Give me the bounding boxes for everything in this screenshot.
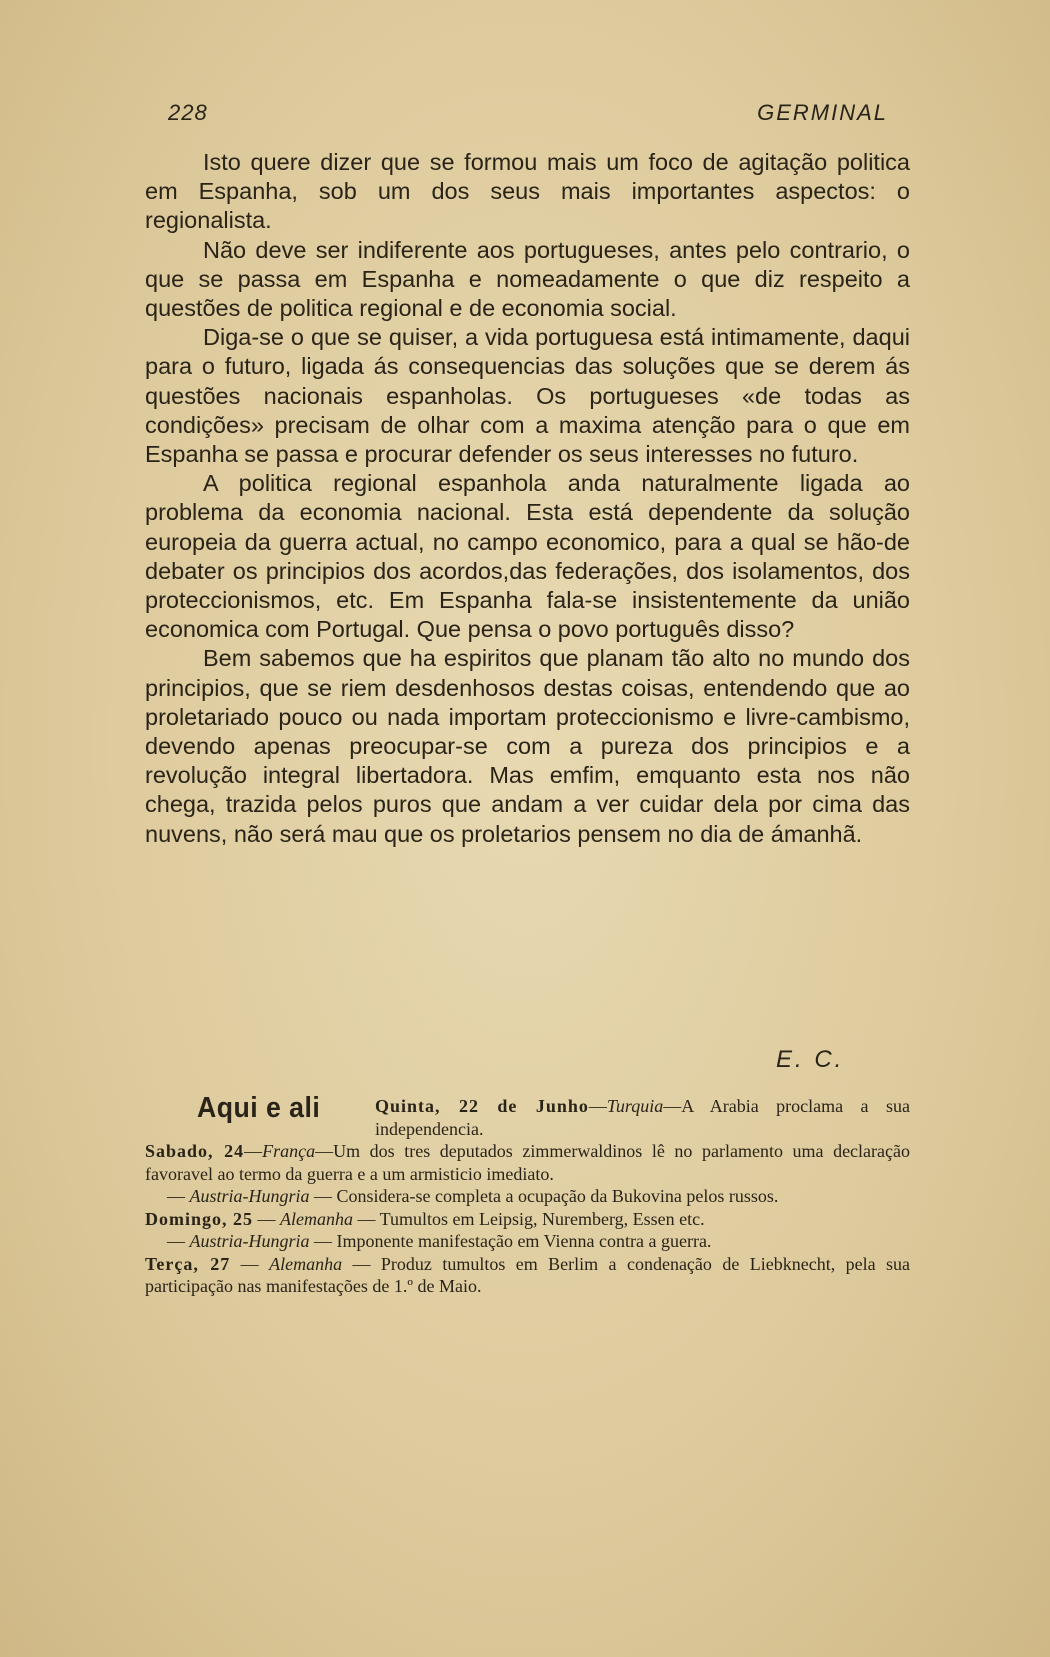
chronicle-entry (375, 1095, 910, 1140)
entry-separator: — (244, 1141, 263, 1161)
paragraph: Isto quere dizer que se formou mais um foco de agitação politica em Espanha, sob um dos seus mais importantes aspectos: o regionalista. (145, 149, 910, 234)
entry-country: França (262, 1141, 316, 1161)
entry-date: Quinta, 22 de Junho (375, 1096, 589, 1116)
entry-text: —A Arabia proclama a sua independencia. (375, 1096, 910, 1139)
paragraph: Diga-se o que se quiser, a vida portuguesa está intimamente, daqui para o futuro, ligada ás consequencias das soluções que se derem ás questões nacionais espanholas. Os portugueses «de todas as condições» precisam de olhar com a maxima atenção para o que em Espanha se passa e procurar defender os seus interesses no futuro. (145, 324, 910, 468)
entry-text: — Considera-se completa a ocupação da Bukovina pelos russos. (309, 1186, 779, 1206)
entry-text: — Imponente manifestação em Vienna contra a guerra. (309, 1231, 712, 1251)
entry-country: Austria-Hungria (189, 1186, 310, 1206)
entry-country: Alemanha (269, 1253, 343, 1274)
paragraph: Bem sabemos que ha espiritos que planam tão alto no mundo dos principios, que se riem desdenhosos destas coisas, entendendo que ao proletariado pouco ou nada importam proteccionismo e livre-cambismo, devendo apenas preocupar-se com a pureza dos principios e a revolução integral libertadora. Mas emfim, emquanto esta nos não chega, trazida pelos puros que andam a ver cuidar dela por cima das nuvens, não será mau que os proletarios pensem no dia de ámanhã. (145, 645, 910, 847)
entry-separator: — (167, 1186, 190, 1206)
entry-text: — Produz tumultos em Berlim a condenação de Liebknecht, pela sua participação nas manifestações de 1.º de Maio. (145, 1253, 911, 1296)
entry-country: Alemanha (280, 1208, 353, 1229)
entry-separator: — (230, 1253, 270, 1274)
chronicle-entry (145, 1230, 910, 1253)
page-header (168, 100, 888, 134)
entry-text: —Um dos tres deputados zimmerwaldinos lê no parlamento uma declaração favoravel ao termo da guerra e a um armisticio imediato. (145, 1141, 910, 1184)
entry-country: Austria-Hungria (189, 1231, 310, 1251)
chronicle-entry (145, 1253, 910, 1298)
entry-text: — Tumultos em Leipsig, Nuremberg, Essen etc. (353, 1208, 705, 1229)
entry-date: Sabado, 24 (145, 1141, 245, 1161)
entry-date: Terça, 27 (145, 1253, 231, 1274)
chronicle-entry (145, 1140, 910, 1185)
entry-date: Domingo, 25 (145, 1208, 254, 1229)
entry-separator: — (167, 1231, 190, 1251)
running-title: GERMINAL (757, 100, 888, 125)
paragraph: Não deve ser indiferente aos portugueses, antes pelo contrario, o que se passa em Espanha e nomeadamente o que diz respeito a questões de politica regional e de economia social. (145, 236, 910, 322)
chronicle-first-block (145, 1092, 910, 1140)
entry-separator: — (253, 1208, 281, 1229)
paragraph: A politica regional espanhola anda naturalmente ligada ao problema da economia nacional. Esta está dependente da solução europeia da guerra actual, no campo economico, para a qual se hão-de debater os principios dos acordos,das federações, dos isolamentos, dos proteccionismos, etc. Em Espanha fala-se insistentemente da união economica com Portugal. Que pensa o povo português disso? (145, 470, 910, 643)
entry-separator: — (588, 1096, 607, 1116)
section-heading: Aqui e ali (197, 1092, 321, 1124)
article-body (145, 148, 910, 849)
chronicle-entry (145, 1185, 910, 1208)
page-number: 228 (168, 100, 208, 125)
chronicle-section (145, 1092, 911, 1298)
author-signature: E. C. (776, 1046, 845, 1073)
chronicle-entry (145, 1208, 910, 1231)
entry-country: Turquia (606, 1096, 664, 1116)
